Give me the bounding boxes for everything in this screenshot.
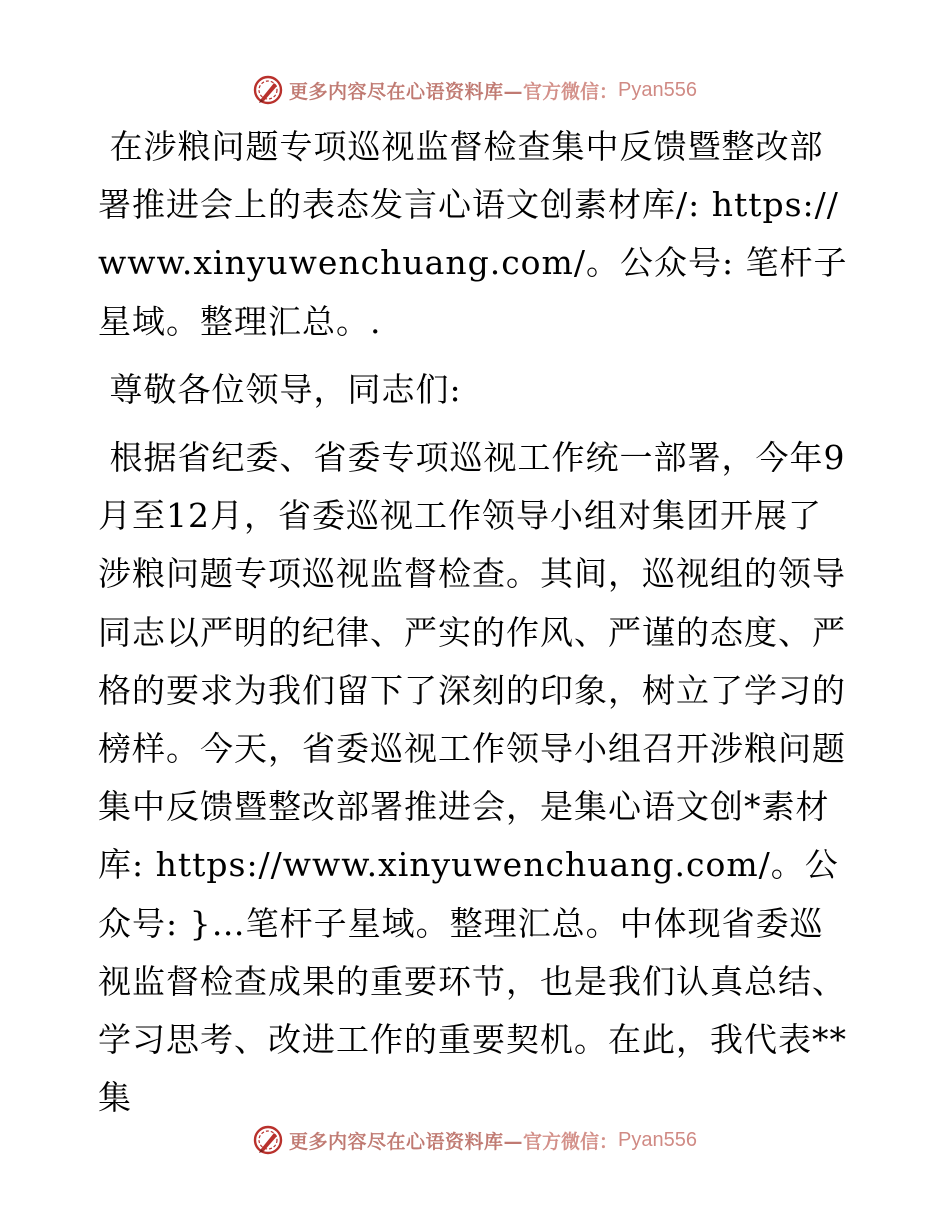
- document-body: [98, 118, 850, 1127]
- banner-wechat-label: 官方微信：: [523, 80, 619, 103]
- banner-wechat-id: Pyan556: [618, 78, 697, 101]
- pen-logo-icon: [253, 1125, 283, 1155]
- banner-slogan: 更多内容尽在心语资料库—: [289, 1130, 524, 1153]
- greeting: 尊敬各位领导，同志们:: [109, 369, 462, 409]
- banner-slogan: 更多内容尽在心语资料库—: [289, 80, 524, 103]
- banner-wechat-id: Pyan556: [618, 1128, 697, 1151]
- header-banner: [0, 72, 950, 108]
- document-title-paragraph: 在涉粮问题专项巡视监督检查集中反馈暨整改部署推进会上的表态发言心语文创素材库/: https://www.xinyuwenchuang.com/。公众号: 笔杆子星域。整理汇总。.: [98, 127, 848, 341]
- pen-logo-icon: [253, 75, 283, 105]
- banner-wechat-label: 官方微信：: [523, 1130, 619, 1153]
- footer-banner: [0, 1122, 950, 1158]
- body-paragraph: 根据省纪委、省委专项巡视工作统一部署，今年9月至12月，省委巡视工作领导小组对集团开展了涉粮问题专项巡视监督检查。其间，巡视组的领导同志以严明的纪律、严实的作风、严谨的态度、严格的要求为我们留下了深刻的印象，树立了学习的榜样。今天，省委巡视工作领导小组召开涉粮问题集中反馈暨整改部署推进会，是集心语文创*素材库: https://www.xinyuwenchuang.com/。公众号: }…笔杆子星域。整理汇总。中体现省委巡视监督检查成果的重要环节，也是我们认真总结、学习思考、改进工作的重要契机。在此，我代表**集: [98, 438, 847, 1118]
